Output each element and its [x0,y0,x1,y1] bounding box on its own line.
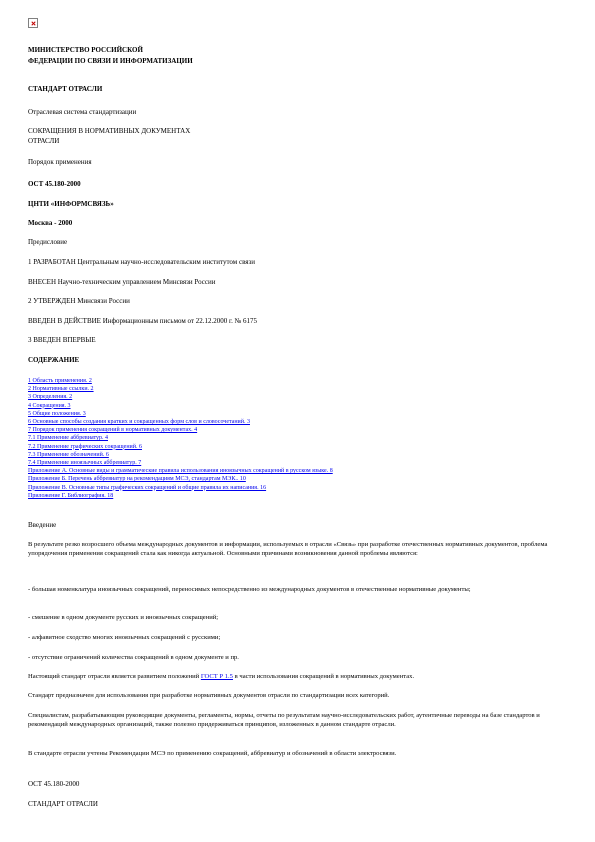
table-of-contents [28,377,333,500]
document-title-line2: ОТРАСЛИ [28,137,60,145]
intro-paragraph-4: Специалистам, разрабатывающим руководящие документы, регламенты, нормы, отчеты по результатам научно-исследовательских работ, аутентичные переводы на базе стандартов и рекомендаций международных организаций, также полезно придерживаться принципов, изложенных в данном стандарте отрасли. [28,712,540,728]
preface-item-2b: ВВЕДЕН В ДЕЙСТВИЕ Информационным письмом от 22.12.2000 г. № 6175 [28,317,258,325]
toc-link[interactable]: 1 Область применения. 2 [28,378,92,384]
document-code: ОСТ 45.180-2000 [28,180,81,188]
standardization-system: Отраслевая система стандартизации [28,108,137,116]
intro-heading: Введение [28,521,57,529]
preface-item-1b: ВНЕСЕН Научно-техническим управлением Минсвязи России [28,278,216,286]
intro-paragraph-3: Стандарт предназначен для использования при разработке нормативных документов отрасли по стандартизации всех категорий. [28,692,390,699]
toc-link[interactable]: 5 Общие положения. 3 [28,410,86,417]
toc-link[interactable]: Приложение Б. Перечень аббревиатур на рекомендациям МСЭ, стандартам МЭК.. 10 [28,476,246,483]
intro-bullet-2: - смешение в одном документе русских и иноязычных сокращений; [28,614,219,621]
toc-link[interactable]: Приложение А. Основные виды и грамматические правила использования иноязычных сокращений в русском языке. 8 [28,468,333,475]
toc-link[interactable]: 3 Определения. 2 [28,394,73,401]
intro-p2-text-end: в части использования сокращений в нормативных документах. [232,673,415,680]
toc-link[interactable]: 4 Сокращения. 3 [28,402,71,409]
intro-p2-text: Настоящий стандарт отрасли является развитием положений [28,673,201,680]
intro-bullet-3: - алфавитное сходство многих иноязычных сокращений с русскими; [28,634,221,641]
toc-link[interactable]: 7.4 Применение иноязычных аббревиатур. 7 [28,460,142,467]
preface-heading: Предисловие [28,238,68,246]
toc-link[interactable]: 7.1 Применение аббревиатур. 4 [28,435,108,442]
toc-link[interactable]: 7.2 Применение графических сокращений. 6 [28,443,142,450]
standard-type: СТАНДАРТ ОТРАСЛИ [28,85,103,93]
toc-link[interactable]: Приложение Г. Библиография. 18 [28,492,114,499]
gost-link[interactable]: ГОСТ Р 1.5 [200,673,233,680]
preface-item-2: 2 УТВЕРЖДЕН Минсвязи России [28,297,130,305]
broken-image-icon [28,18,38,28]
intro-paragraph-1: В результате резко возросшего объема международных документов и информации, используемых в отрасли «Связь» при разработке отечественных нормативных документов, проблема упорядочения применения сокращений стала как никогда актуальной. Основными причинами возникновения данной проблемы являются: [28,541,548,557]
toc-link[interactable]: 7.3 Применение обозначений. 6 [28,451,109,458]
preface-item-3: 3 ВВЕДЕН ВПЕРВЫЕ [28,336,96,344]
toc-link[interactable]: Приложение В. Основные типы графических сокращений и общие правила их написания. 16 [28,484,267,491]
publisher: ЦНТИ «ИНФОРМСВЯЗЬ» [28,200,114,208]
intro-paragraph-5: В стандарте отрасли учтены Рекомендации МСЭ по применению сокращений, аббревиатур и обозначений в области электросвязи. [28,750,397,757]
toc-link[interactable]: 6 Основные способы создания кратких и сокращенных форм слов и словосочетаний. 3 [28,419,250,426]
city-year: Москва - 2000 [28,219,73,227]
ministry-line1: МИНИСТЕРСТВО РОССИЙСКОЙ [28,46,143,54]
toc-link[interactable]: 7 Порядок применения сокращений в нормативных документах. 4 [28,427,198,434]
toc-link[interactable]: 2 Нормативные ссылки. 2 [28,386,94,393]
intro-bullet-1: - большая номенклатура иноязычных сокращений, переносимых непосредственно из международных документов в отечественные нормативные документы; [28,586,471,593]
footer-standard-type: СТАНДАРТ ОТРАСЛИ [28,800,98,808]
ministry-line2: ФЕДЕРАЦИИ ПО СВЯЗИ И ИНФОРМАТИЗАЦИИ [28,57,193,65]
preface-item-1: 1 РАЗРАБОТАН Центральным научно-исследовательским институтом связи [28,258,256,266]
intro-paragraph-2 [28,673,568,682]
intro-bullet-4: - отсутствие ограничений количества сокращений в одном документе и пр. [28,654,239,661]
footer-code: ОСТ 45.180-2000 [28,780,80,788]
toc-heading: СОДЕРЖАНИЕ [28,356,80,364]
document-title-line1: СОКРАЩЕНИЯ В НОРМАТИВНЫХ ДОКУМЕНТАХ [28,127,191,135]
document-subtitle: Порядок применения [28,158,92,166]
